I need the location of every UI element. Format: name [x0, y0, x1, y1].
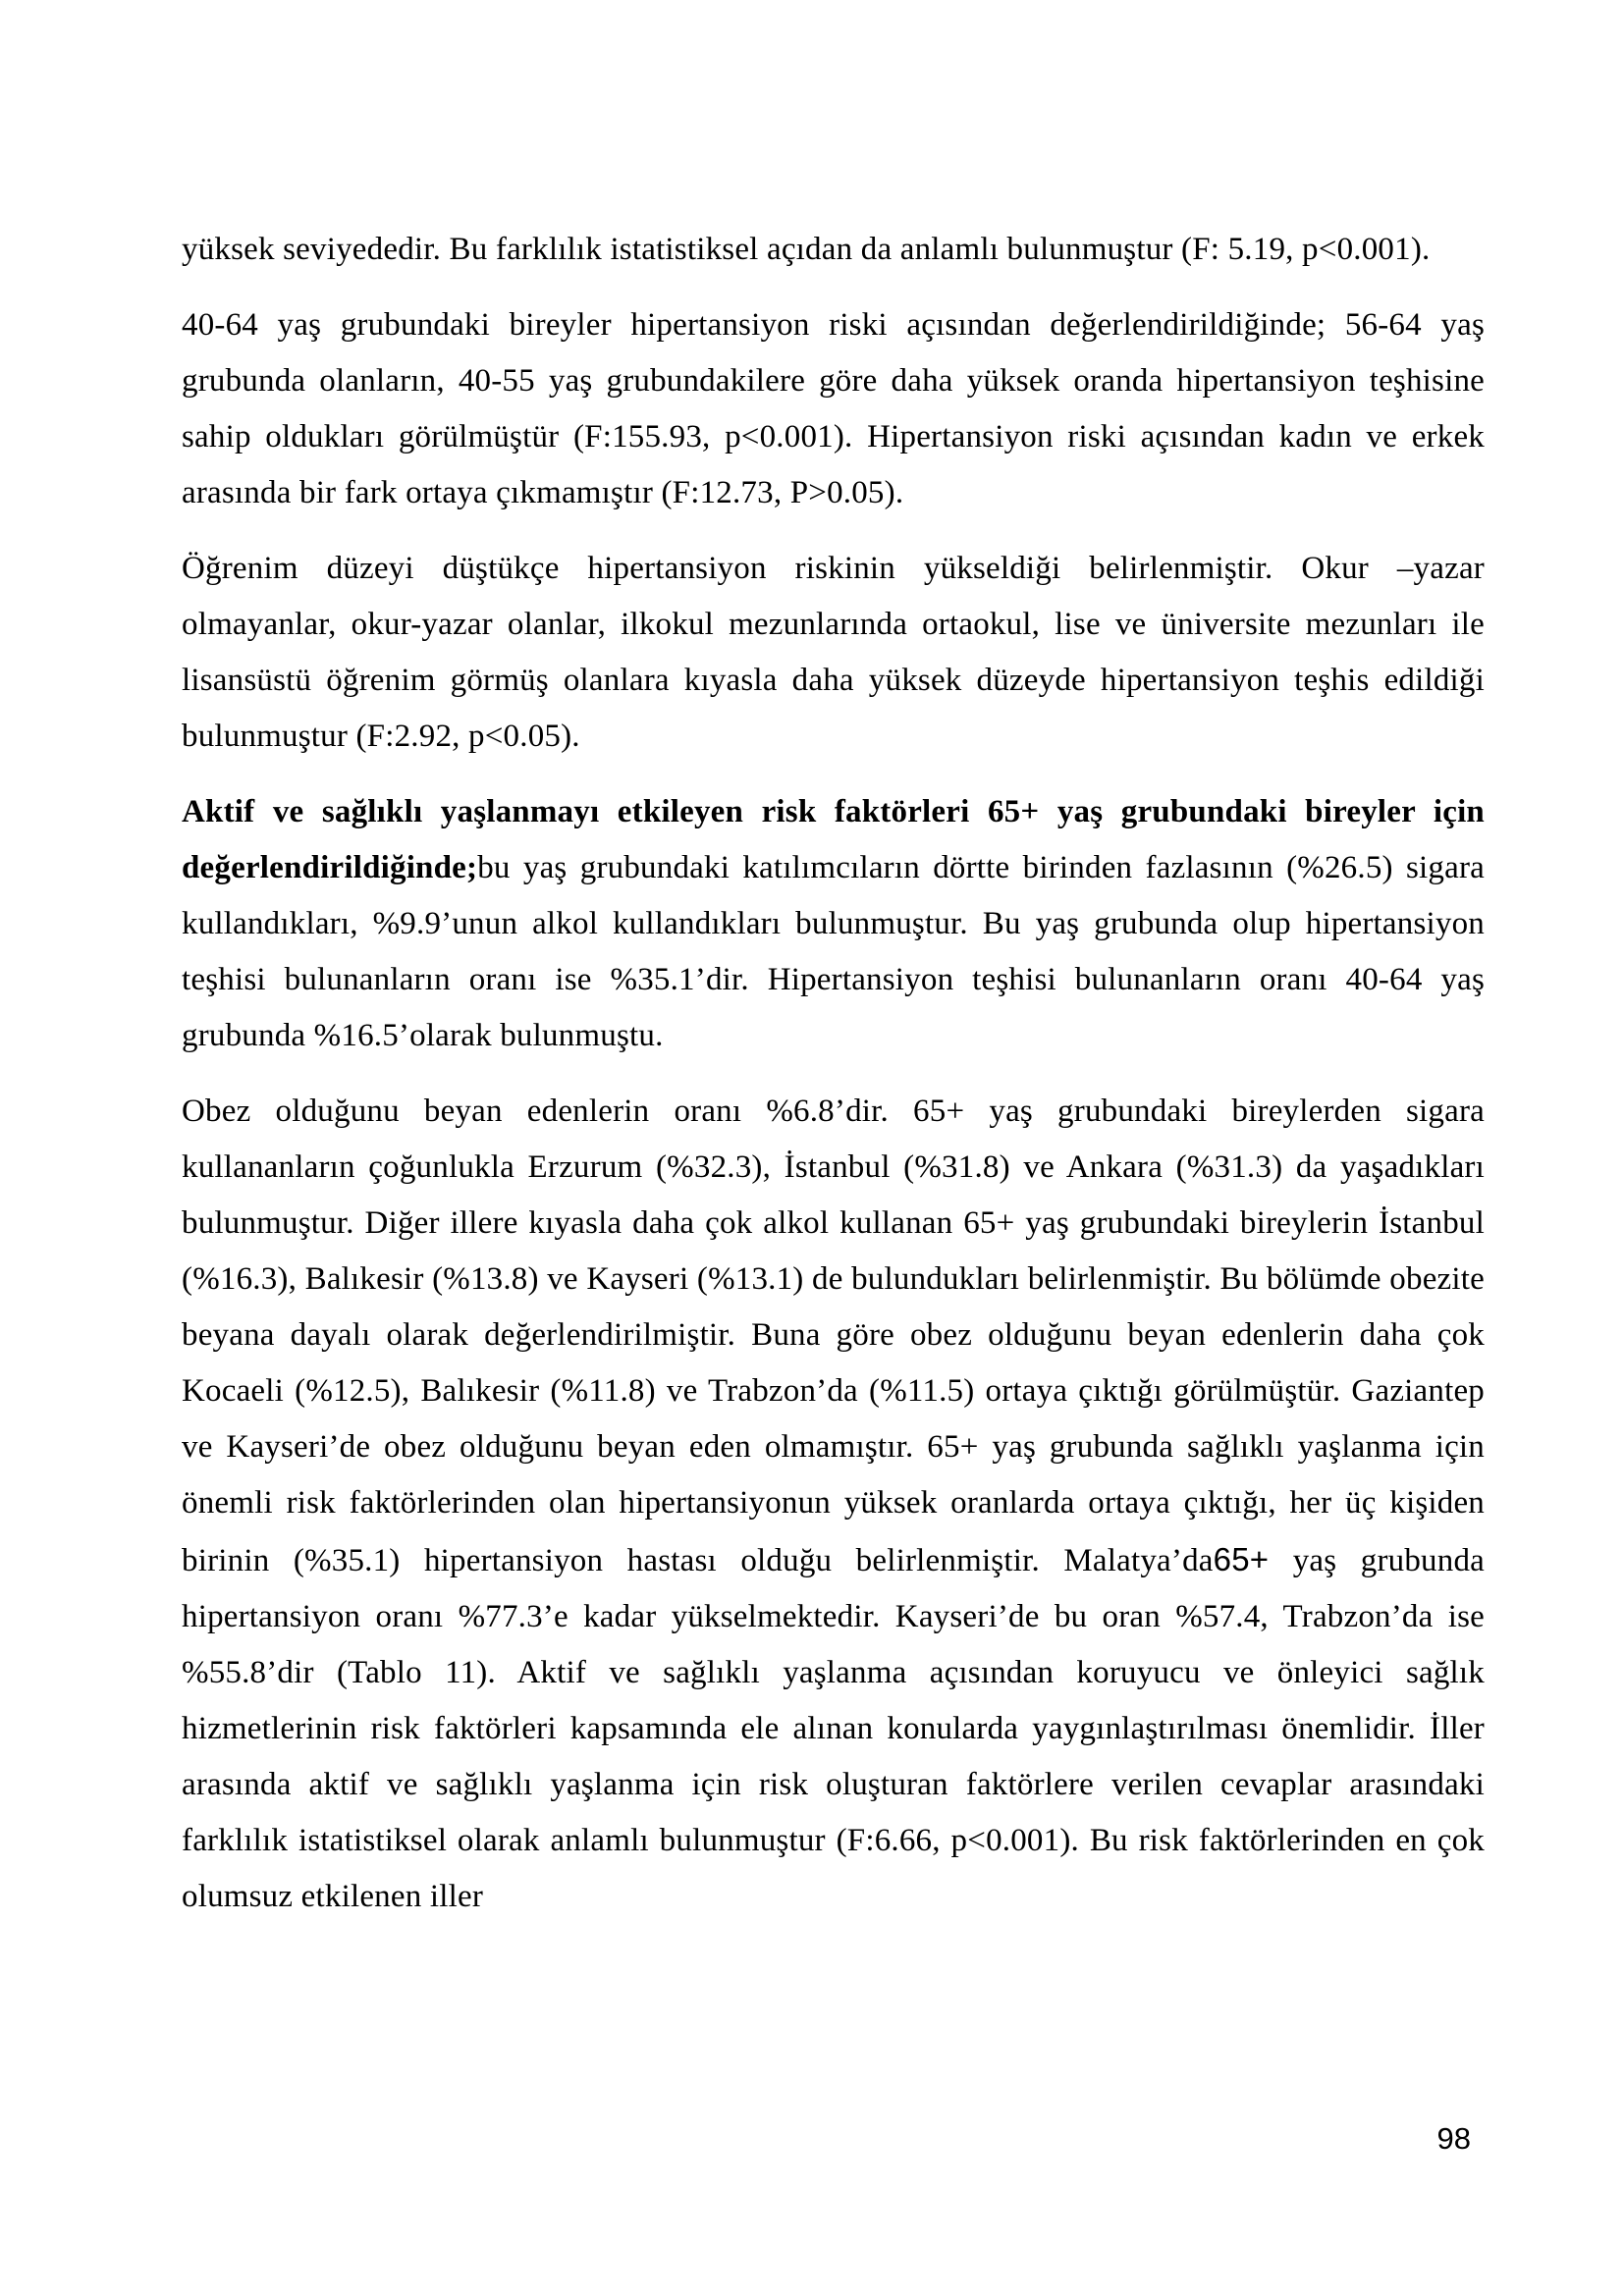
paragraph-text: bu yaş grubundaki katılımcıların dörtte birinden fazlasının (%26.5) sigara kullandıkları, %9.9’unun alkol kullandıkları bulunmuştur. Bu yaş grubunda olup hipertansiyon teşhisi bulunanların oranı ise %35.1’dir. Hipertansiyon teşhisi bulunanların oranı 40-64 yaş grubunda %16.5’olarak bulunmuştu.: [182, 850, 1485, 1053]
paragraph: [182, 1084, 1485, 1925]
paragraph-text: 40-64 yaş grubundaki bireyler hipertansiyon riski açısından değerlendirildiğinde; 56-64 yaş grubunda olanların, 40-55 yaş grubundakilere göre daha yüksek oranda hipertansiyon teşhisine sahip oldukları görülmüştür (F:155.93, p<0.001). Hipertansiyon riski açısından kadın ve erkek arasında bir fark ortaya çıkmamıştır (F:12.73, P>0.05).: [182, 307, 1485, 510]
paragraph-text: Obez olduğunu beyan edenlerin oranı %6.8’dir. 65+ yaş grubundaki bireylerden sigara kullananların çoğunlukla Erzurum (%32.3), İstanbul (%31.8) ve Ankara (%31.3) da yaşadıkları bulunmuştur. Diğer illere kıyasla daha çok alkol kullanan 65+ yaş grubundaki bireylerin İstanbul (%16.3), Balıkesir (%13.8) ve Kayseri (%13.1) de bulundukları belirlenmiştir. Bu bölümde obezite beyana dayalı olarak değerlendirilmiştir. Buna göre obez olduğunu beyan edenlerin daha çok Kocaeli (%12.5), Balıkesir (%11.8) ve Trabzon’da (%11.5) ortaya çıktığı görülmüştür. Gaziantep ve Kayseri’de obez olduğunu beyan eden olmamıştır. 65+ yaş grubunda sağlıklı yaşlanma için önemli risk faktörlerinden olan hipertansiyonun yüksek oranlarda ortaya çıktığı, her üç kişiden birinin (%35.1) hipertansiyon hastası olduğu belirlenmiştir. Malatya’da: [182, 1094, 1485, 1578]
page-number: 98: [1436, 2121, 1471, 2156]
paragraph-text-bold: Aktif ve sağlıklı yaşlanmayı etkileyen risk faktörleri 65+ yaş grubundaki bireyler için değerlendirildiğinde;: [182, 794, 1485, 885]
paragraph: [182, 222, 1485, 278]
paragraph-text: yaş grubunda hipertansiyon oranı %77.3’e kadar yükselmektedir. Kayseri’de bu oran %57.4, Trabzon’da ise %55.8’dir (Tablo 11). Aktif ve sağlıklı yaşlanma açısından koruyucu ve önleyici sağlık hizmetlerinin risk faktörleri kapsamında ele alınan konularda yaygınlaştırılması önemlidir. İller arasında aktif ve sağlıklı yaşlanma için risk oluşturan faktörlere verilen cevaplar arasındaki farklılık istatistiksel olarak anlamlı bulunmuştur (F:6.66, p<0.001). Bu risk faktörlerinden en çok olumsuz etkilenen iller: [182, 1543, 1485, 1914]
paragraph: [182, 541, 1485, 765]
paragraph-text: yüksek seviyededir. Bu farklılık istatistiksel açıdan da anlamlı bulunmuştur (F: 5.19, p<0.001).: [182, 232, 1431, 267]
paragraph-text: Öğrenim düzeyi düştükçe hipertansiyon riskinin yükseldiği belirlenmiştir. Okur –yazar olmayanlar, okur-yazar olanlar, ilkokul mezunlarında ortaokul, lise ve üniversite mezunları ile lisansüstü öğrenim görmüş olanlara kıyasla daha yüksek düzeyde hipertansiyon teşhis edildiği bulunmuştur (F:2.92, p<0.05).: [182, 551, 1485, 754]
paragraph: [182, 784, 1485, 1064]
paragraph-text: 65+: [1213, 1541, 1270, 1577]
page-body-text: [182, 222, 1485, 1945]
paragraph: [182, 297, 1485, 521]
